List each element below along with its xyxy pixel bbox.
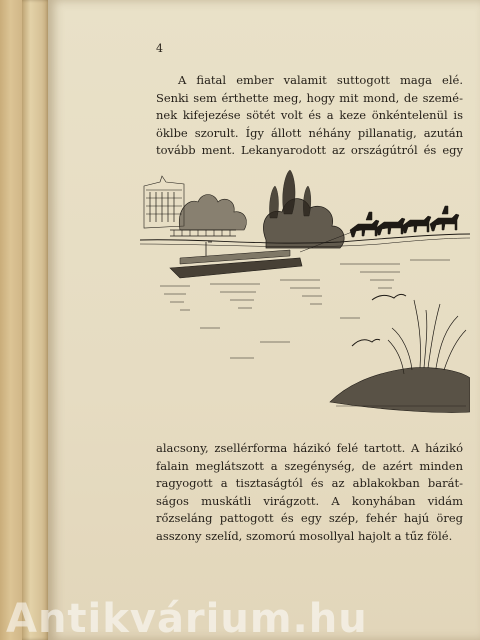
tree-cluster (179, 195, 246, 231)
text-line: alacsony, zsellérforma házikó felé tartott. A házikó (156, 441, 463, 455)
text-line: nek kifejezése sötét volt és a keze önkéntelenül is (156, 108, 463, 123)
page-number: 4 (156, 42, 163, 55)
gull (372, 294, 406, 300)
text-line: falain meglátszott a szegénység, de azért minden (156, 458, 463, 473)
poplar-tree (303, 186, 310, 216)
poplar-tree (269, 186, 278, 218)
poplar-tree (283, 170, 295, 214)
terrace-balustrade (170, 230, 236, 236)
text-line: ragyogott a tisztaságtól és az ablakokban barát- (156, 476, 463, 491)
paragraph-top (156, 72, 463, 160)
watermark: Antikvárium.hu (6, 596, 368, 640)
text-line: asszony szelíd, szomorú mosollyal hajolt a tűz fölé. (156, 528, 453, 543)
text-line: öklbe szorult. Így állott néhány pillanatig, azután (156, 125, 463, 140)
gull (352, 339, 380, 346)
text-line: Senki sem érthette meg, hogy mit mond, de szemé- (156, 90, 463, 105)
reed-island (388, 300, 466, 374)
text-line: rőzseláng pattogott és egy szép, fehér hajú öreg (156, 511, 463, 526)
paragraph-bottom (156, 440, 463, 546)
text-line: ságos muskátli virágzott. A konyhában vidám (156, 493, 463, 508)
river-landscape-illustration (140, 168, 470, 420)
text-line: tovább ment. Lekanyarodott az országútról és egy (156, 143, 463, 158)
text-line: A fiatal ember valamit suttogott maga elé. (178, 73, 463, 87)
island-bank (330, 368, 470, 413)
page-stack-edge (22, 0, 50, 640)
